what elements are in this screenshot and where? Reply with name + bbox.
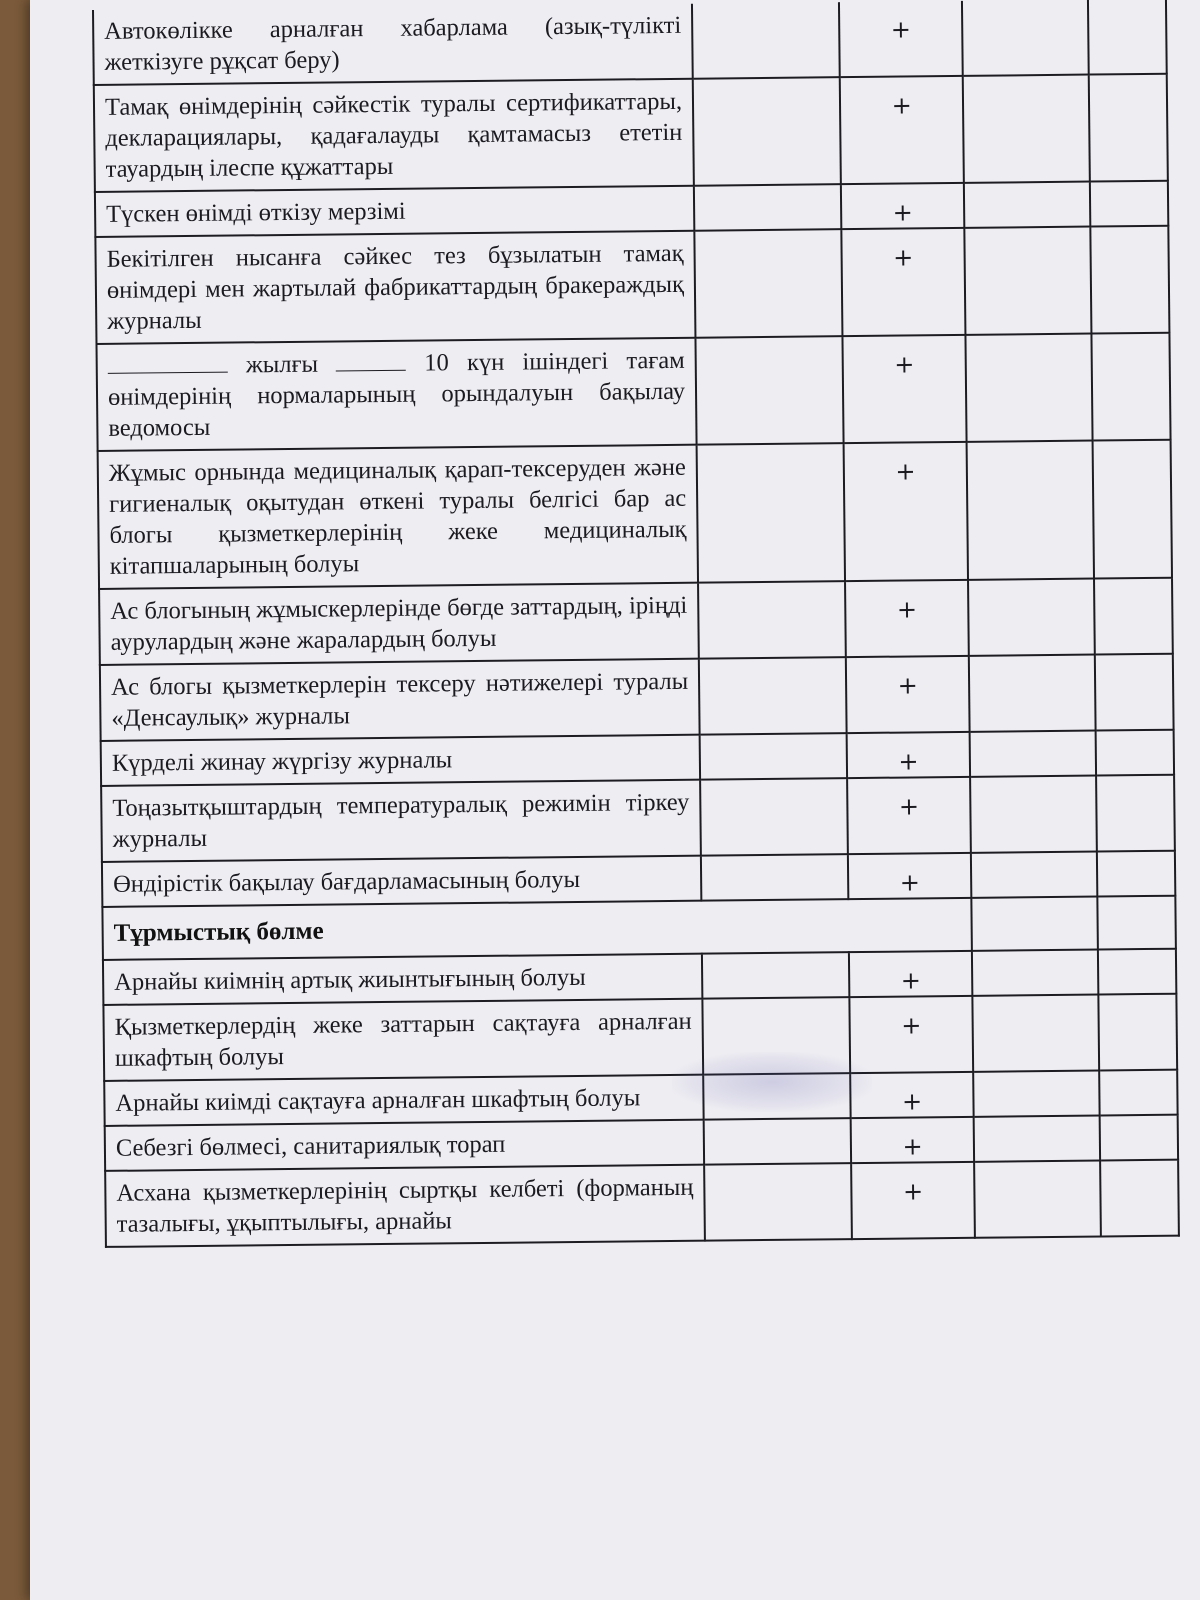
empty-cell bbox=[1096, 730, 1174, 776]
empty-cell bbox=[969, 655, 1096, 732]
empty-cell bbox=[704, 1118, 852, 1165]
empty-cell bbox=[974, 1116, 1101, 1162]
section-title: Тұрмыстық бөлме bbox=[102, 898, 972, 960]
table-row bbox=[101, 775, 1175, 862]
empty-cell bbox=[1094, 578, 1173, 655]
plus-mark: + bbox=[841, 228, 965, 336]
empty-cell bbox=[968, 579, 1095, 656]
row-text: Өндірістік бақылау бағдарламасының болуы bbox=[102, 856, 701, 907]
empty-cell bbox=[970, 776, 1097, 853]
row-text: Тамақ өнімдерінің сәйкестік туралы сертификаттары, декларациялары, қадағалауды қамтамасыз ететін тауардың ілеспе құжаттары bbox=[94, 79, 694, 192]
empty-cell bbox=[1092, 333, 1171, 441]
plus-mark: + bbox=[849, 951, 972, 997]
empty-cell bbox=[700, 733, 848, 780]
empty-cell bbox=[1099, 1070, 1177, 1116]
table-row bbox=[100, 654, 1174, 741]
row-text: Ас блогының жұмыскерлерінде бөгде заттардың, іріңді аурулардың және жаралардың болуы bbox=[99, 583, 699, 665]
empty-cell bbox=[962, 0, 1089, 76]
row-text: Арнайы киімді сақтауға арналған шкафтың болуы bbox=[104, 1075, 703, 1126]
empty-cell bbox=[694, 229, 842, 338]
table-row bbox=[103, 994, 1177, 1081]
empty-cell bbox=[971, 897, 1098, 951]
table-row bbox=[105, 1160, 1179, 1247]
plus-mark: + bbox=[843, 335, 967, 443]
empty-cell bbox=[698, 581, 846, 659]
row-text: Тоңазытқыштардың температуралық режимін тіркеу журналы bbox=[101, 780, 701, 862]
empty-cell bbox=[693, 77, 841, 186]
empty-cell bbox=[1099, 994, 1178, 1071]
empty-cell bbox=[974, 1161, 1101, 1238]
row-text: Асхана қызметкерлерінің сыртқы келбеті (форманың тазалығы, ұқыптылығы, арнайы bbox=[105, 1165, 705, 1247]
table-row bbox=[96, 333, 1170, 451]
empty-cell bbox=[1090, 181, 1168, 227]
plus-mark: + bbox=[848, 853, 971, 899]
plus-mark: + bbox=[846, 656, 970, 733]
empty-cell bbox=[972, 995, 1099, 1072]
empty-cell bbox=[700, 778, 848, 856]
empty-cell bbox=[1089, 74, 1168, 182]
empty-cell bbox=[701, 854, 849, 901]
empty-cell bbox=[1088, 0, 1167, 75]
empty-cell bbox=[1095, 654, 1174, 731]
empty-cell bbox=[703, 1073, 851, 1120]
empty-cell bbox=[1098, 896, 1176, 950]
row-text: Қызметкерлердің жеке заттарын сақтауға арналған шкафтың болуы bbox=[103, 999, 703, 1081]
checklist-table bbox=[92, 0, 1180, 1248]
empty-cell bbox=[1098, 949, 1176, 995]
row-text: Бекітілген нысанға сәйкес тез бұзылатын тамақ өнімдері мен жартылай фабрикаттардың бракераждық журналы bbox=[95, 231, 695, 344]
empty-cell bbox=[963, 75, 1090, 183]
empty-cell bbox=[964, 182, 1091, 228]
plus-mark: + bbox=[851, 1162, 975, 1239]
blank-line bbox=[108, 350, 228, 374]
table-row bbox=[94, 74, 1168, 192]
document-page bbox=[30, 0, 1200, 1600]
empty-cell bbox=[967, 441, 1095, 580]
empty-cell bbox=[973, 1071, 1100, 1117]
table-row bbox=[98, 440, 1172, 589]
checklist-sheet bbox=[92, 0, 1180, 1248]
empty-cell bbox=[1093, 440, 1172, 579]
plus-mark: + bbox=[850, 996, 974, 1073]
empty-cell bbox=[699, 657, 847, 735]
empty-cell bbox=[1091, 226, 1170, 334]
plus-mark: + bbox=[847, 732, 970, 778]
empty-cell bbox=[702, 997, 850, 1075]
empty-cell bbox=[704, 1163, 852, 1241]
empty-cell bbox=[702, 952, 850, 999]
row-text: Түскен өнімді өткізу мерзімі bbox=[95, 186, 694, 237]
row-text: Жұмыс орнында медициналық қарап-тексеруден және гигиеналық оқытудан өткені туралы белгісі бар ас блогы қызметкерлерінің жеке медициналық кітапшаларының болуы bbox=[98, 445, 698, 589]
row-text: Ас блогы қызметкерлерін тексеру нәтижелері туралы «Денсаулық» журналы bbox=[100, 659, 700, 741]
table-row bbox=[99, 578, 1173, 665]
empty-cell bbox=[966, 334, 1093, 442]
row-text-part: жылғы bbox=[245, 350, 319, 379]
row-text: Себезгі бөлмесі, санитариялық торап bbox=[105, 1120, 704, 1171]
row-text-part: 10 күн ішіндегі тағам өнімдерінің нормаларының орындалуын бақылау ведомосы bbox=[107, 346, 686, 442]
empty-cell bbox=[971, 852, 1098, 898]
row-text: Арнайы киімнің артық жиынтығының болуы bbox=[103, 954, 702, 1005]
plus-mark: + bbox=[851, 1117, 974, 1163]
plus-mark: + bbox=[844, 442, 968, 581]
empty-cell bbox=[1100, 1115, 1178, 1161]
plus-mark: + bbox=[839, 1, 963, 77]
plus-mark: + bbox=[850, 1072, 973, 1118]
empty-cell bbox=[694, 184, 842, 231]
empty-cell bbox=[695, 336, 843, 445]
table-row bbox=[95, 226, 1169, 344]
plus-mark: + bbox=[841, 183, 964, 229]
row-text: Күрделі жинау жүргізу журналы bbox=[101, 735, 700, 786]
row-text-with-blanks bbox=[96, 338, 696, 451]
empty-cell bbox=[970, 731, 1097, 777]
empty-cell bbox=[697, 443, 846, 583]
empty-cell bbox=[1100, 1160, 1179, 1237]
plus-mark: + bbox=[845, 580, 969, 657]
blank-line bbox=[336, 348, 406, 372]
plus-mark: + bbox=[847, 777, 971, 854]
row-text: Автокөлікке арналған хабарлама (азық-түлікті жеткізуге рұқсат беру) bbox=[93, 4, 693, 85]
empty-cell bbox=[692, 2, 840, 79]
table-row bbox=[93, 0, 1167, 85]
empty-cell bbox=[1096, 775, 1175, 852]
plus-mark: + bbox=[840, 76, 964, 184]
empty-cell bbox=[972, 950, 1099, 996]
empty-cell bbox=[964, 227, 1091, 335]
empty-cell bbox=[1097, 851, 1175, 897]
